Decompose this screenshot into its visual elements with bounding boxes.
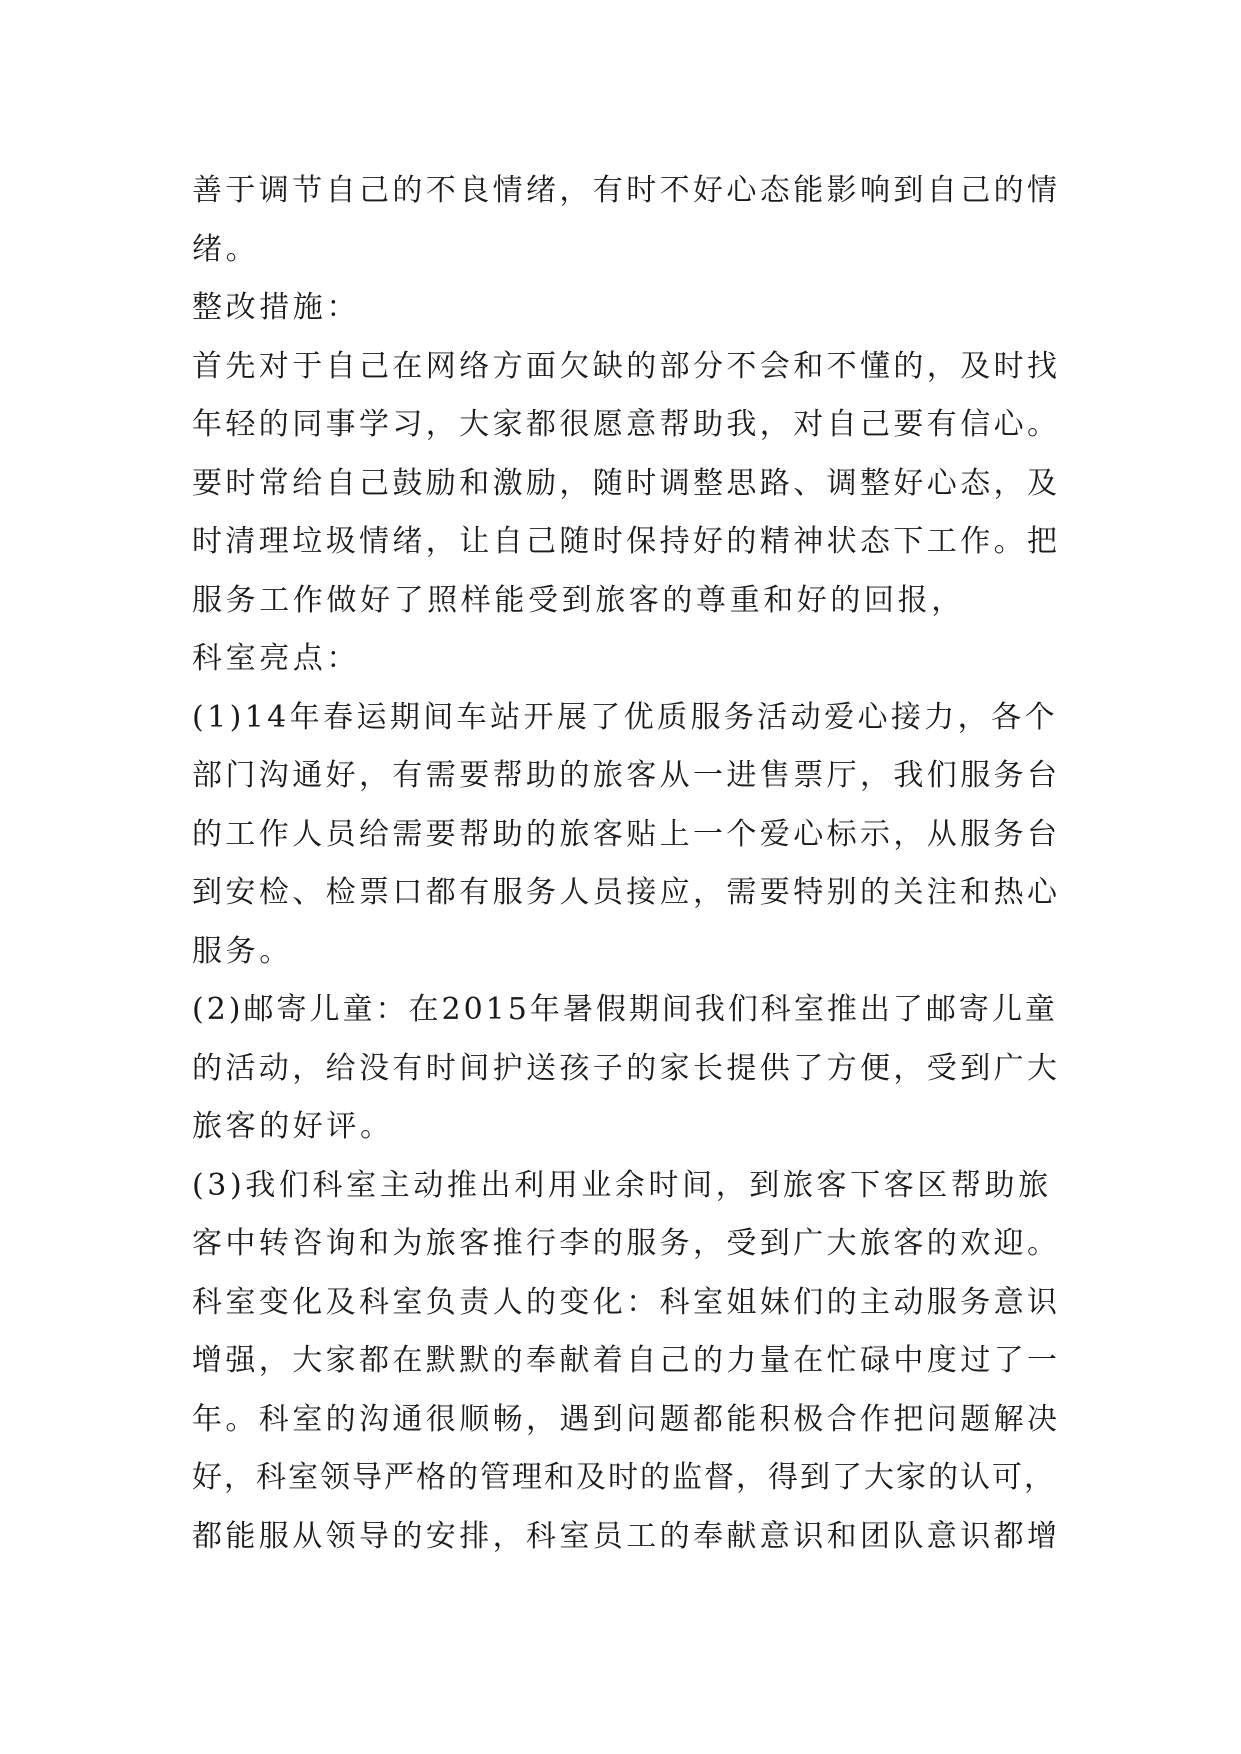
text-line: 首先对于自己在网络方面欠缺的部分不会和不懂的，及时找 — [192, 348, 1061, 384]
document-body — [192, 162, 1060, 1566]
text-line: (2)邮寄儿童：在2015年暑假期间我们科室推出了邮寄儿童 — [192, 992, 1058, 1027]
text-line: 时清理垃圾情绪，让自己随时保持好的精神状态下工作。把 — [192, 524, 1061, 559]
text-line: 科室变化及科室负责人的变化：科室姐妹们的主动服务意识 — [192, 1284, 1061, 1320]
text-line: (1)14年春运期间车站开展了优质服务活动爱心接力，各个 — [192, 699, 1058, 735]
text-line: 的活动，给没有时间护送孩子的家长提供了方便，受到广大 — [192, 1050, 1061, 1086]
text-line: 到安检、检票口都有服务人员接应，需要特别的关注和热心 — [192, 875, 1061, 910]
text-line: 服务工作做好了照样能受到旅客的尊重和好的回报， — [192, 582, 965, 618]
text-line: 善于调节自己的不良情绪，有时不好心态能影响到自己的情 — [192, 173, 1061, 208]
text-line: 的工作人员给需要帮助的旅客贴上一个爱心标示，从服务台 — [192, 816, 1061, 852]
text-line: 服务。 — [192, 933, 293, 969]
text-line: 要时常给自己鼓励和激励，随时调整思路、调整好心态，及 — [192, 465, 1061, 501]
section-heading: 科室亮点： — [192, 641, 360, 676]
text-line: (3)我们科室主动推出利用业余时间，到旅客下客区帮助旅 — [192, 1167, 1052, 1203]
text-line: 好，科室领导严格的管理和及时的监督，得到了大家的认可， — [192, 1460, 1056, 1495]
text-line: 客中转咨询和为旅客推行李的服务，受到广大旅客的欢迎。 — [192, 1226, 1061, 1261]
text-line: 旅客的好评。 — [192, 1109, 394, 1144]
text-line: 年轻的同事学习，大家都很愿意帮助我，对自己要有信心。 — [192, 407, 1061, 442]
text-line: 增强，大家都在默默的奉献着自己的力量在忙碌中度过了一 — [192, 1343, 1061, 1378]
text-line: 绪。 — [192, 231, 260, 267]
text-line: 年。科室的沟通很顺畅，遇到问题都能积极合作把问题解决 — [192, 1401, 1061, 1437]
section-heading: 整改措施： — [192, 290, 360, 325]
text-line: 都能服从领导的安排，科室员工的奉献意识和团队意识都增 — [192, 1518, 1061, 1554]
text-line: 部门沟通好，有需要帮助的旅客从一进售票厅，我们服务台 — [192, 758, 1061, 793]
